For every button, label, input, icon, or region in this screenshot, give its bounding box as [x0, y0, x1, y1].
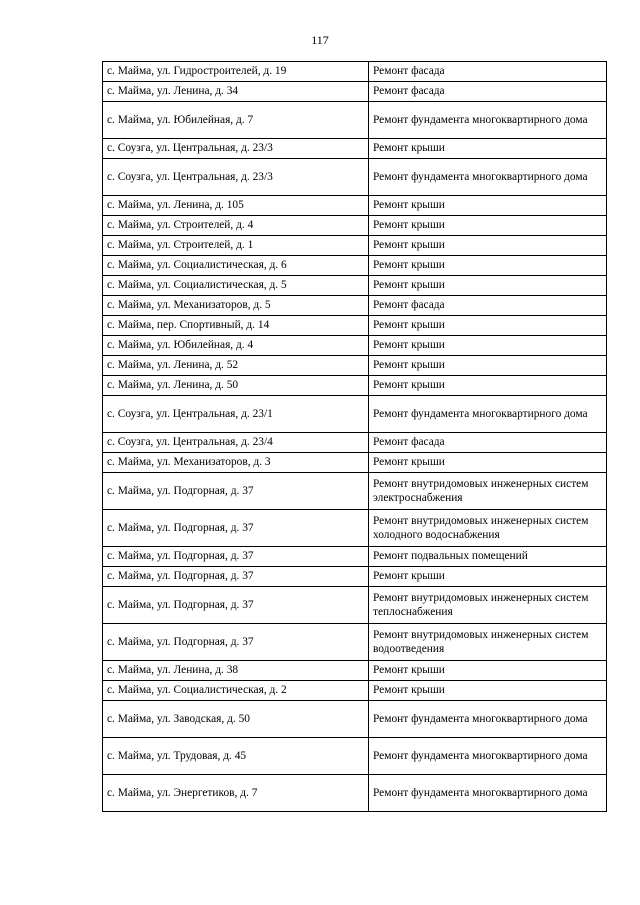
table-row — [103, 661, 607, 681]
work-type-cell: Ремонт крыши — [369, 567, 607, 587]
table-row — [103, 453, 607, 473]
page-number: 117 — [311, 33, 329, 47]
table-row — [103, 139, 607, 159]
table-row — [103, 62, 607, 82]
table-row — [103, 256, 607, 276]
work-type-cell: Ремонт фундамента многоквартирного дома — [369, 396, 607, 433]
address-cell: с. Соузга, ул. Центральная, д. 23/1 — [103, 396, 369, 433]
works-table — [102, 61, 607, 812]
work-type-cell: Ремонт фасада — [369, 62, 607, 82]
address-cell: с. Майма, пер. Спортивный, д. 14 — [103, 316, 369, 336]
work-type-cell: Ремонт крыши — [369, 453, 607, 473]
work-type-cell: Ремонт внутридомовых инженерных систем электроснабжения — [369, 473, 607, 510]
work-type-cell: Ремонт фундамента многоквартирного дома — [369, 159, 607, 196]
table-row — [103, 276, 607, 296]
address-cell: с. Майма, ул. Заводская, д. 50 — [103, 701, 369, 738]
table-row — [103, 701, 607, 738]
work-type-cell: Ремонт крыши — [369, 356, 607, 376]
work-type-cell: Ремонт фундамента многоквартирного дома — [369, 102, 607, 139]
address-cell: с. Майма, ул. Строителей, д. 4 — [103, 216, 369, 236]
address-cell: с. Соузга, ул. Центральная, д. 23/3 — [103, 159, 369, 196]
table-row — [103, 82, 607, 102]
address-cell: с. Майма, ул. Гидростроителей, д. 19 — [103, 62, 369, 82]
table-row — [103, 316, 607, 336]
table-row — [103, 681, 607, 701]
works-table-body — [103, 62, 607, 812]
work-type-cell: Ремонт крыши — [369, 316, 607, 336]
work-type-cell: Ремонт фундамента многоквартирного дома — [369, 738, 607, 775]
address-cell: с. Майма, ул. Ленина, д. 38 — [103, 661, 369, 681]
address-cell: с. Майма, ул. Энергетиков, д. 7 — [103, 775, 369, 812]
work-type-cell: Ремонт крыши — [369, 139, 607, 159]
address-cell: с. Майма, ул. Механизаторов, д. 5 — [103, 296, 369, 316]
work-type-cell: Ремонт крыши — [369, 661, 607, 681]
table-row — [103, 396, 607, 433]
table-row — [103, 216, 607, 236]
table-row — [103, 376, 607, 396]
address-cell: с. Соузга, ул. Центральная, д. 23/3 — [103, 139, 369, 159]
address-cell: с. Майма, ул. Социалистическая, д. 2 — [103, 681, 369, 701]
work-type-cell: Ремонт крыши — [369, 196, 607, 216]
table-row — [103, 587, 607, 624]
address-cell: с. Майма, ул. Подгорная, д. 37 — [103, 547, 369, 567]
work-type-cell: Ремонт внутридомовых инженерных систем теплоснабжения — [369, 587, 607, 624]
address-cell: с. Майма, ул. Подгорная, д. 37 — [103, 587, 369, 624]
table-row — [103, 159, 607, 196]
work-type-cell: Ремонт крыши — [369, 681, 607, 701]
table-row — [103, 547, 607, 567]
table-row — [103, 102, 607, 139]
work-type-cell: Ремонт крыши — [369, 276, 607, 296]
address-cell: с. Майма, ул. Ленина, д. 34 — [103, 82, 369, 102]
table-row — [103, 196, 607, 216]
table-row — [103, 473, 607, 510]
work-type-cell: Ремонт фундамента многоквартирного дома — [369, 701, 607, 738]
table-row — [103, 624, 607, 661]
work-type-cell: Ремонт фасада — [369, 82, 607, 102]
table-row — [103, 775, 607, 812]
work-type-cell: Ремонт внутридомовых инженерных систем холодного водоснабжения — [369, 510, 607, 547]
work-type-cell: Ремонт крыши — [369, 376, 607, 396]
address-cell: с. Майма, ул. Строителей, д. 1 — [103, 236, 369, 256]
table-row — [103, 567, 607, 587]
work-type-cell: Ремонт фасада — [369, 296, 607, 316]
address-cell: с. Майма, ул. Механизаторов, д. 3 — [103, 453, 369, 473]
table-row — [103, 236, 607, 256]
work-type-cell: Ремонт крыши — [369, 216, 607, 236]
address-cell: с. Соузга, ул. Центральная, д. 23/4 — [103, 433, 369, 453]
address-cell: с. Майма, ул. Подгорная, д. 37 — [103, 510, 369, 547]
address-cell: с. Майма, ул. Подгорная, д. 37 — [103, 473, 369, 510]
work-type-cell: Ремонт фундамента многоквартирного дома — [369, 775, 607, 812]
address-cell: с. Майма, ул. Подгорная, д. 37 — [103, 567, 369, 587]
address-cell: с. Майма, ул. Подгорная, д. 37 — [103, 624, 369, 661]
address-cell: с. Майма, ул. Ленина, д. 52 — [103, 356, 369, 376]
table-row — [103, 738, 607, 775]
work-type-cell: Ремонт крыши — [369, 236, 607, 256]
table-row — [103, 296, 607, 316]
work-type-cell: Ремонт внутридомовых инженерных систем водоотведения — [369, 624, 607, 661]
table-row — [103, 336, 607, 356]
address-cell: с. Майма, ул. Юбилейная, д. 7 — [103, 102, 369, 139]
work-type-cell: Ремонт крыши — [369, 336, 607, 356]
address-cell: с. Майма, ул. Трудовая, д. 45 — [103, 738, 369, 775]
address-cell: с. Майма, ул. Юбилейная, д. 4 — [103, 336, 369, 356]
address-cell: с. Майма, ул. Ленина, д. 50 — [103, 376, 369, 396]
table-row — [103, 356, 607, 376]
address-cell: с. Майма, ул. Социалистическая, д. 5 — [103, 276, 369, 296]
table-row — [103, 510, 607, 547]
table-row — [103, 433, 607, 453]
work-type-cell: Ремонт подвальных помещений — [369, 547, 607, 567]
address-cell: с. Майма, ул. Социалистическая, д. 6 — [103, 256, 369, 276]
address-cell: с. Майма, ул. Ленина, д. 105 — [103, 196, 369, 216]
work-type-cell: Ремонт фасада — [369, 433, 607, 453]
work-type-cell: Ремонт крыши — [369, 256, 607, 276]
